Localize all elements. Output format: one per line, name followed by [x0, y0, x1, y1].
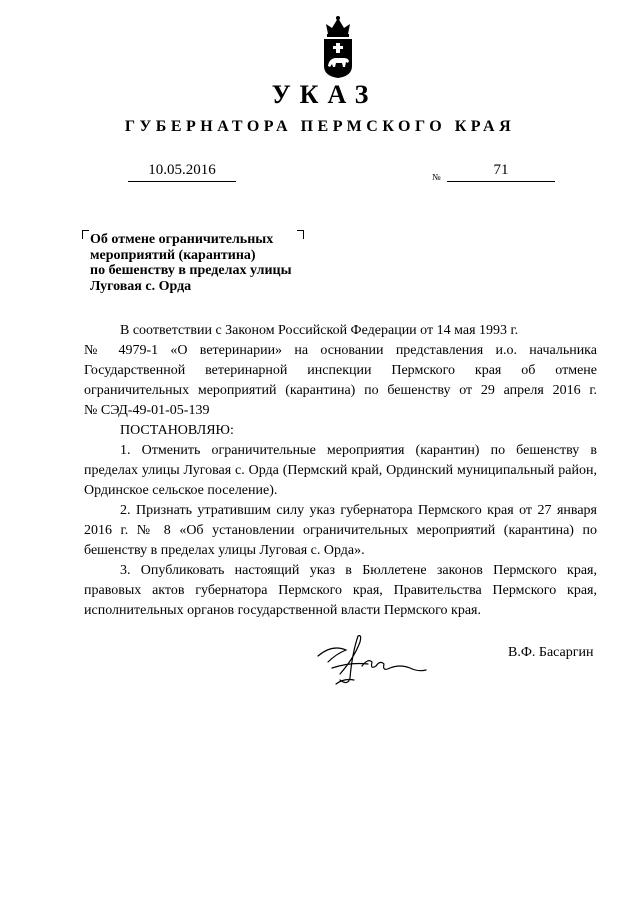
decree-number: 71 [447, 162, 555, 182]
preamble-line: ограничительных мероприятий (карантина) по бешенству от 29 апреля 2016 г. [84, 383, 597, 398]
subject-line: мероприятий (карантина) [90, 247, 256, 263]
document-title: УКАЗ [271, 80, 378, 109]
subject-line: Об отмене ограничительных [90, 232, 274, 247]
subject-line: по бешенству в пределах улицы [90, 263, 292, 278]
decree-keyword: ПОСТАНОВЛЯЮ: [120, 423, 234, 438]
preamble-line: № СЭД-49-01-05-139 [84, 403, 210, 418]
preamble-line: № 4979-1 «О ветеринарии» на основании представления и.о. начальника [84, 343, 597, 358]
preamble-line: Государственной ветеринарной инспекции Пермского края об отмене [84, 363, 597, 378]
handwritten-signature [310, 628, 430, 690]
preamble-line: В соответствии с Законом Российской Федерации от 14 мая 1993 г. [120, 323, 519, 338]
subject-line: Луговая с. Орда [90, 278, 192, 294]
signer-name: В.Ф. Басаргин [508, 645, 594, 660]
decree-date: 10.05.2016 [128, 162, 236, 182]
decree-item: 3. Опубликовать настоящий указ в Бюллетене законов Пермского края, правовых актов губернатора Пермского края, Правительства Пермского края, исполнительных органов государственной власти Пермского края. [84, 563, 597, 618]
decree-body [84, 321, 597, 621]
coat-of-arms-emblem [318, 14, 358, 80]
decree-subject [90, 232, 310, 294]
document-subtitle: ГУБЕРНАТОРА ПЕРМСКОГО КРАЯ [124, 118, 516, 135]
decree-item: 1. Отменить ограничительные мероприятия (карантин) по бешенству в пределах улицы Луговая с. Орда (Пермский край, Ординский муниципальный район, Ординское сельское поселение). [84, 443, 597, 498]
number-label: № [432, 172, 441, 182]
subject-bracket-left [82, 230, 89, 239]
decree-item: 2. Признать утратившим силу указ губернатора Пермского края от 27 января 2016 г. № 8 «Об установлении ограничительных мероприятий (карантина) по бешенству в пределах улицы Луговая с. Орда». [84, 503, 597, 558]
